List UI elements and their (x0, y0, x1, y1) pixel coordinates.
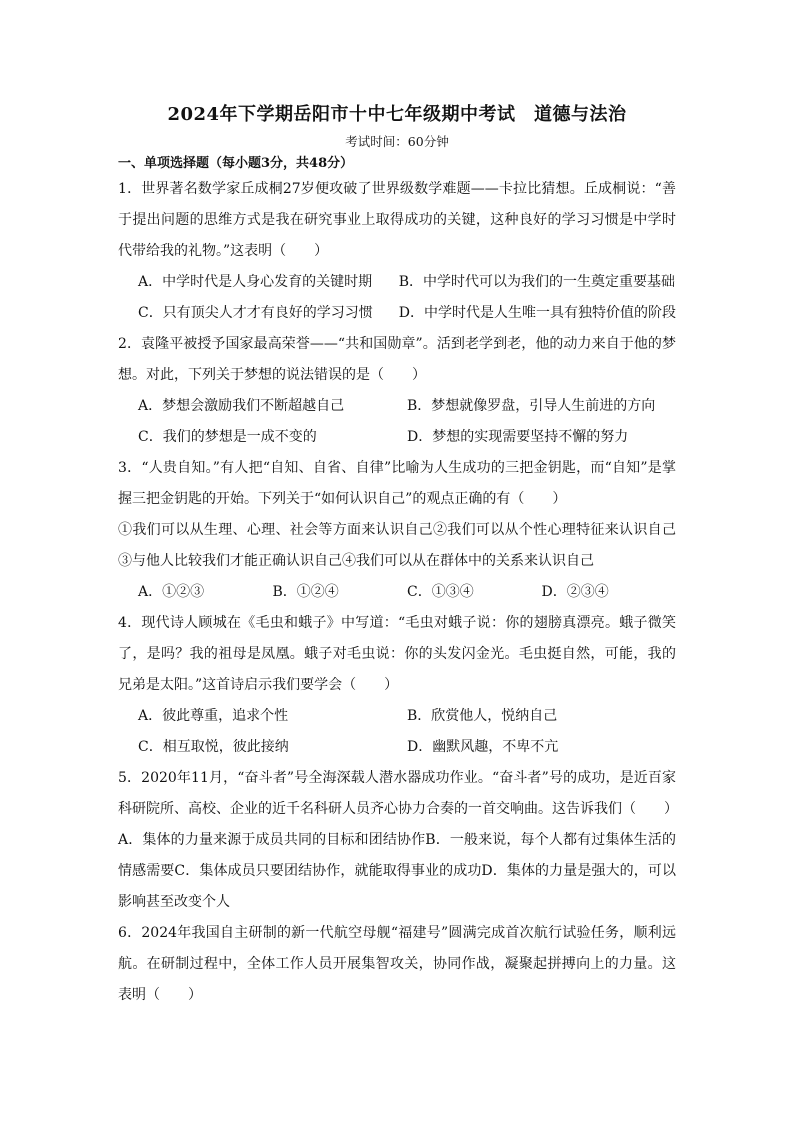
q4-option-d: D．幽默风趣，不卑不亢 (407, 739, 559, 755)
question-5-options: A．集体的力量来源于成员共同的目标和团结协作B．一般来说，每个人都有过集体生活的情感需要C．集体成员只要团结协作，就能取得事业的成功D．集体的力量是强大的，可以影响甚至改变个人 (118, 832, 676, 910)
q2-option-a: A．梦想会激励我们不断超越自己 (138, 398, 345, 414)
q2-option-d: D．梦想的实现需要坚持不懈的努力 (407, 429, 629, 445)
exam-title: 2024年下学期岳阳市十中七年级期中考试 道德与法治 (167, 104, 627, 125)
q1-option-b: B．中学时代可以为我们的一生奠定重要基础 (398, 274, 676, 290)
question-3-stem: 3．“人贵自知。”有人把“自知、自省、自律”比喻为人生成功的三把金钥匙，而“自知”是掌握三把金钥匙的开始。下列关于“如何认识自己”的观点正确的有（ ） (118, 460, 676, 507)
question-3-options (118, 577, 676, 608)
q1-option-d: D．中学时代是人生唯一具有独特价值的阶段 (398, 305, 676, 321)
question-3-items: ①我们可以从生理、心理、社会等方面来认识自己②我们可以从个性心理特征来认识自己③与他人比较我们才能正确认识自己④我们可以从在群体中的关系来认识自己 (118, 522, 676, 569)
q2-option-c: C．我们的梦想是一成不变的 (138, 429, 317, 445)
q1-option-c: C．只有顶尖人才才有良好的学习习惯 (138, 305, 373, 321)
q4-option-c: C．相互取悦，彼此接纳 (138, 739, 289, 755)
q2-option-b: B．梦想就像罗盘，引导人生前进的方向 (407, 398, 656, 414)
question-2-stem: 2．袁隆平被授予国家最高荣誉——“共和国勋章”。活到老学到老，他的动力来自于他的梦想。对此，下列关于梦想的说法错误的是（ ） (118, 336, 676, 383)
q4-option-a: A．彼此尊重，追求个性 (138, 708, 289, 724)
q3-option-b: B．①②④ (272, 584, 339, 600)
question-5-stem: 5．2020年11月，“奋斗者”号全海深载人潜水器成功作业。“奋斗者”号的成功，是近百家科研院所、高校、企业的近千名科研人员齐心协力合奏的一首交响曲。这告诉我们（ ） (118, 770, 678, 817)
exam-time: 考试时间：60分钟 (345, 134, 449, 149)
question-1-options (118, 267, 676, 329)
q4-option-b: B．欣赏他人，悦纳自己 (407, 708, 558, 724)
section-heading: 一、单项选择题（每小题3分，共48分） (118, 156, 354, 171)
q1-option-a: A．中学时代是人身心发育的关键时期 (138, 274, 373, 290)
question-2-options (118, 391, 676, 453)
question-4-stem: 4．现代诗人顾城在《毛虫和蛾子》中写道：“毛虫对蛾子说：你的翅膀真漂亮。蛾子微笑了，是吗？我的祖母是凤凰。蛾子对毛虫说：你的头发闪金光。毛虫挺自然，可能，我的兄弟是太阳。”这首诗启示我们要学会（ ） (118, 615, 676, 693)
question-6-stem: 6．2024年我国自主研制的新一代航空母舰“福建号”圆满完成首次航行试验任务，顺利远航。在研制过程中，全体工作人员开展集智攻关，协同作战，凝聚起拼搏向上的力量。这表明（ ） (118, 925, 676, 1003)
q3-option-c: C．①③④ (407, 584, 474, 600)
q3-option-d: D．②③④ (541, 584, 609, 600)
question-1-stem: 1．世界著名数学家丘成桐27岁便攻破了世界级数学难题——卡拉比猜想。丘成桐说：“善于提出问题的思维方式是我在研究事业上取得成功的关键，这种良好的学习习惯是中学时代带给我的礼物。”这表明（ ） (118, 181, 676, 259)
question-4-options (118, 701, 676, 763)
q3-option-a: A．①②③ (138, 584, 205, 600)
